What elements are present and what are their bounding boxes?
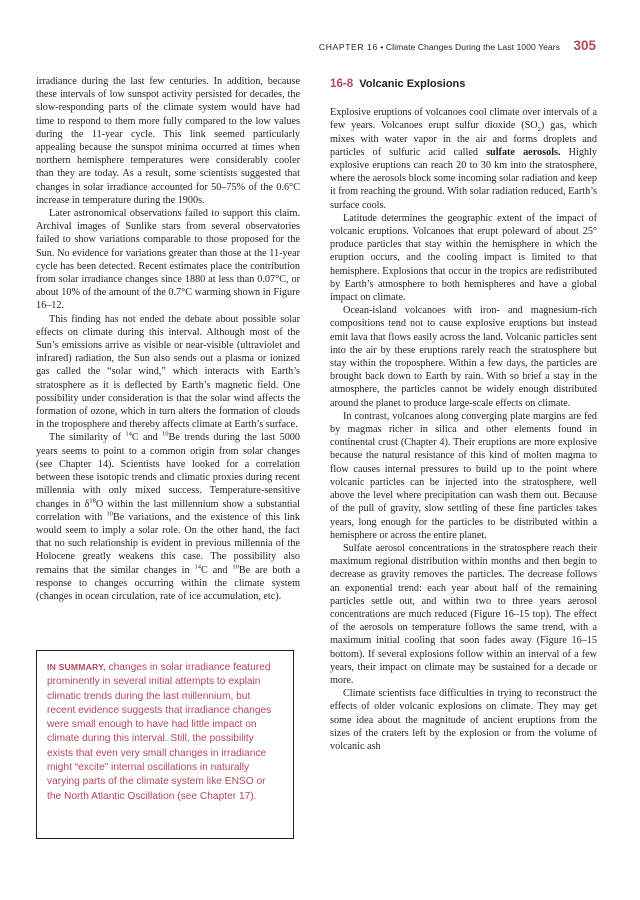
left-column — [36, 75, 300, 603]
running-header — [320, 38, 596, 54]
right-column — [330, 75, 597, 753]
key-term: sulfate aerosols. — [486, 146, 561, 158]
in-summary-box — [36, 650, 294, 839]
chapter-label: CHAPTER 16 — [318, 42, 378, 52]
chapter-title: Climate Changes During the Last 1000 Years — [385, 42, 560, 52]
section-title: Volcanic Explosions — [359, 78, 466, 90]
left-paragraph-4: The similarity of $^{14}$C and $^{10}$Be trends during the last 5000 years seems to point to a common origin from solar changes (see Chapter 14). Scientists have looked for a correlation between these isotopic trends and climatic proxies during recent millennia with only mixed success. Temperature-sensitive changes in $\delta^{18}O$ within the last millennium show a substantial correlation with $^{10}$Be variations, and the existence of this link would seem to imply a solar role. On the other hand, the fact that no such relationship is evident in previous millennia of the Holocene greatly weakens this case. The possibility also remains that the similar changes in $^{14}$C and $^{10}$Be are both a response to changes occurring within the climate system (changes in ocean circulation, rate of ice accumulation, etc). — [36, 431, 300, 602]
right-paragraph-1: Explosive eruptions of volcanoes cool climate over intervals of a few years. Volcanoes erupt sulfur dioxide $(SO_2)$ gas, which mixes with water vapor in the air and forms droplets and particles of sulfuric acid called sulfate aerosols. Highly explosive eruptions can reach 20 to 30 km into the stratosphere, where the aerosols block some incoming solar radiation and keep it from reaching the ground. With solar radiation reduced, Earth’s surface cools. — [330, 107, 598, 211]
section-number: 16-8 — [330, 77, 354, 90]
summary-text: changes in solar irradiance featured prominently in several initial attempts to explain climatic trends during the last millennium, but recent evidence suggests that irradiance changes were small enough to have had little impact on climate during this interval. Still, the possibility exists that even very small changes in irradiance might “excite” internal oscillations in naturally varying parts of the climate system like ENSO or the North Atlantic Oscillation (see Chapter 17). — [47, 662, 272, 802]
right-paragraph-5: Sulfate aerosol concentrations in the stratosphere reach their maximum regional distribution within months and then begin to decrease as gravity removes the particles. The decrease follows an exponential trend: each year about half of the remaining particles settle out, and within two to three years aerosol concentrations are much reduced (Figure 16–15 top). The effect of the aerosols on temperature follows the same trend, with a maximum initial cooling that soon fades away (Figure 16–15 bottom). If several explosions follow within an interval of a few years, their impact on climate may be sustained for a decade or more. — [330, 542, 597, 686]
right-paragraph-2: Latitude determines the geographic extent of the impact of volcanic eruptions. Volcanoes that erupt poleward of about 25° produce particles that stay within the hemisphere in which the eruption occurs, and the cooling impact is limited to that hemisphere. Explosions that occur in the tropics are redistributed by Earth’s atmosphere to both hemispheres and have a global impact on climate. — [330, 212, 597, 304]
page-number: 305 — [573, 38, 596, 53]
running-head — [319, 42, 560, 52]
left-paragraph-1: irradiance during the last few centuries. In addition, because these intervals of low sunspot activity persisted for decades, the slow-responding parts of the climate system would have had time to respond to them more fully compared to the low values during the 11-year cycle. This link seemed particularly appealing because the sunspot minima occurred at times when northern hemisphere temperatures were considerably cooler than they are today. As a result, some scientists suggested that changes in solar irradiance accounted for 50–75% of the 0.6°C increase in temperature during the 1900s. — [36, 76, 300, 206]
summary-lead: IN SUMMARY, — [47, 662, 106, 672]
left-paragraph-2: Later astronomical observations failed to support this claim. Archival images of Sunlike stars from several observatories failed to show variations comparable to those proposed for the Sun. No evidence for variations greater than those at the 11-year cycle has been detected. Recent estimates place the contribution from solar irradiance changes since 1880 at less than 0.07°C, or about 10% of the amount of the 0.7°C warming shown in Figure 16–12. — [36, 208, 300, 312]
right-paragraph-6: Climate scientists face difficulties in trying to reconstruct the effects of older volcanic explosions on climate. They may get some idea about the magnitude of ancient eruptions from the sizes of the craters left by the explosion or from the volume of volcanic ash — [330, 688, 597, 752]
left-paragraph-3: This finding has not ended the debate about possible solar effects on climate during this interval. Although most of the Sun’s emissions arrive as visible or near-visible (ultraviolet and infrared) radiation, the Sun also sends out a plasma or ionized gas called the “solar wind,” which interacts with Earth’s stratosphere as it is deflected by Earth’s magnetic field. One possibility under consideration is that the solar wind affects the formation of ozone, which in turn alters the formation of clouds in the troposphere and thereby affects climate at Earth’s surface. — [36, 313, 300, 431]
section-heading — [330, 77, 597, 91]
right-paragraph-3: Ocean-island volcanoes with iron- and magnesium-rich compositions tend not to cause explosive eruptions but instead emit lava that flows easily across the land. Volcanic particles sent into the air by these eruptions rarely reach the stratosphere but stay within the troposphere. Within a few days, the particles are brought back down to Earth by rain. With so brief a stay in the atmosphere, the particles cannot be widely enough distributed around the planet to produce large-scale effects on climate. — [330, 305, 597, 409]
right-paragraph-4: In contrast, volcanoes along converging plate margins are fed by magmas richer in silica and other elements found in continental crust (Chapter 4). Their eruptions are more explosive because the natural resistance of this kind of molten magma to flow causes internal pressures to build up to the point where volcanic particles can be injected into the stratosphere, well above the level where precipitation can wash them out. Because of the pull of gravity, slow settling of these fine particles takes years, long enough for the particles to be distributed within a hemisphere or across the entire planet. — [330, 410, 597, 541]
header-separator: • — [380, 42, 384, 52]
